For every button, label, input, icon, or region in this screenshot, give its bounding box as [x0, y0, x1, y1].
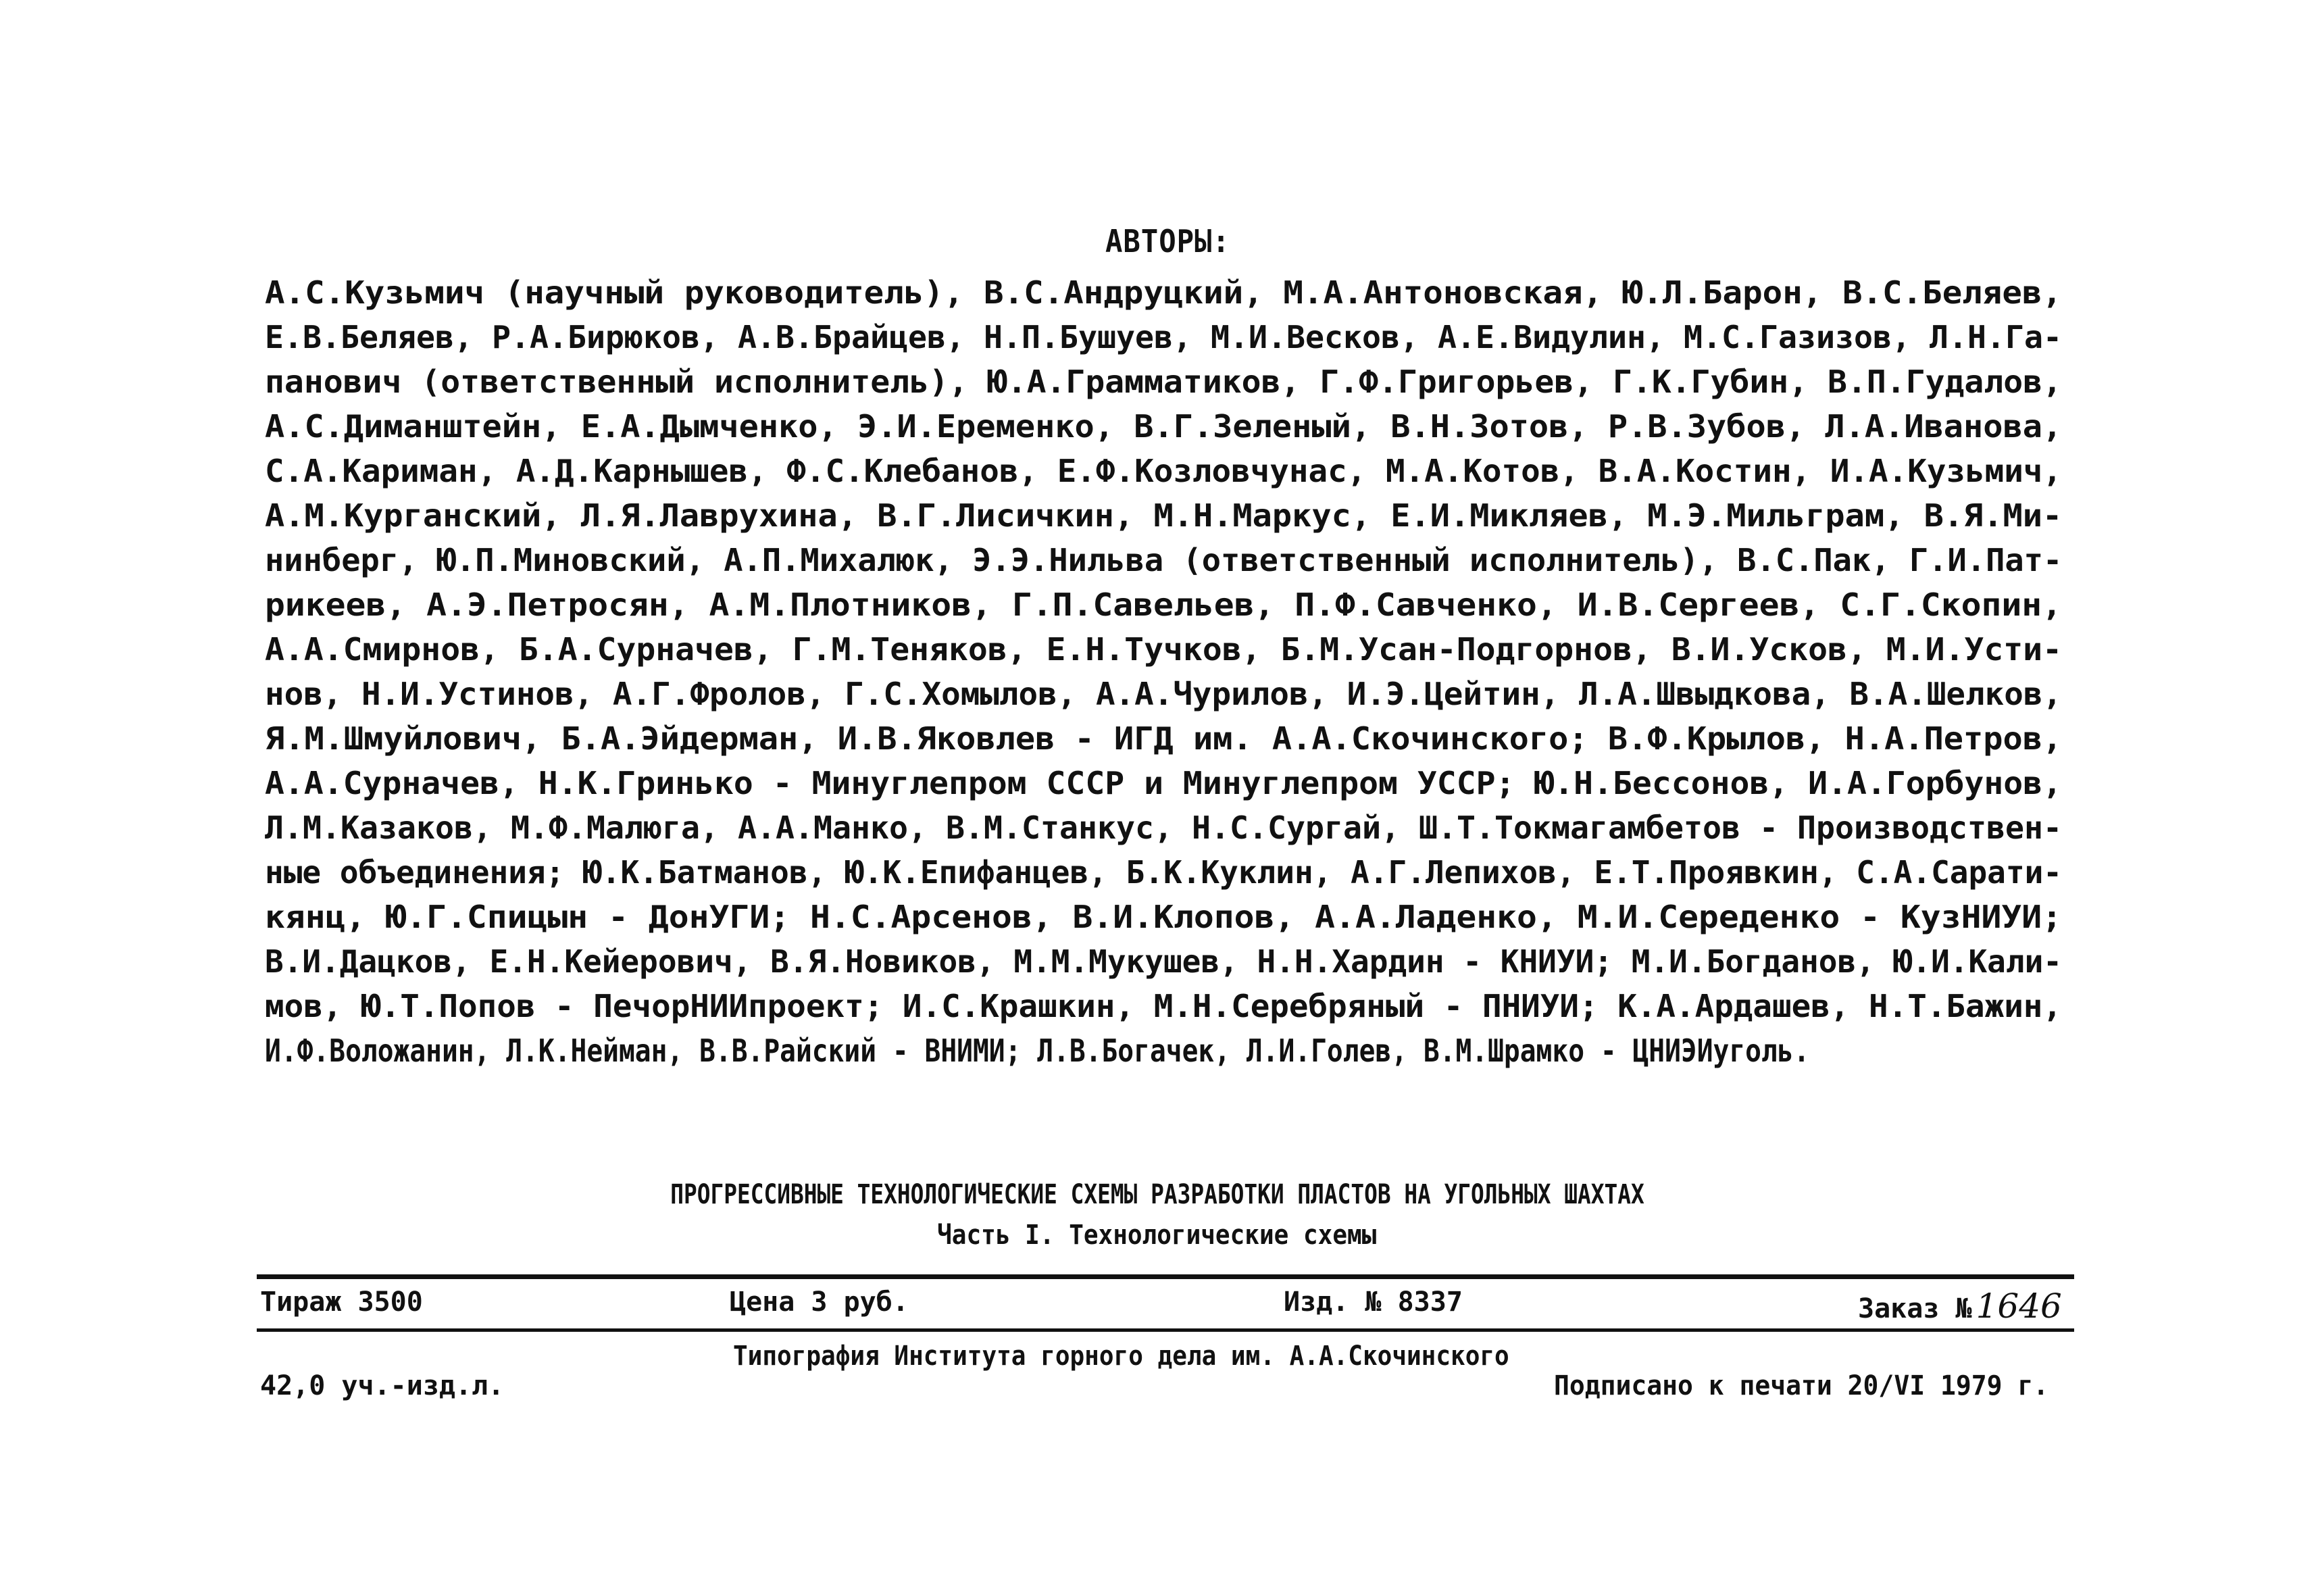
order-number-handwritten: 1646 — [1976, 1287, 2062, 1326]
order — [1858, 1287, 2062, 1326]
authors-line: Я.М.Шмуйлович, Б.А.Эйдерман, И.В.Яковлев - ИГД им. А.А.Скочинского; В.Ф.Крылов, Н.А.Петров, — [265, 720, 2063, 757]
book-title — [0, 1179, 2314, 1210]
imprint-rule-top — [257, 1274, 2074, 1279]
order-label: Заказ № — [1858, 1293, 1972, 1324]
authors-line: И.Ф.Воложанин, Л.К.Нейман, В.В.Райский - ВНИМИ; Л.В.Богачек, Л.И.Голев, В.М.Шрамко - ЦНИЭИуголь. — [265, 1032, 1810, 1069]
authors-line: панович (ответственный исполнитель), Ю.А.Грамматиков, Г.Ф.Григорьев, Г.К.Губин, В.П.Гудалов, — [265, 364, 2062, 400]
authors-heading: АВТОРЫ: — [1105, 223, 1230, 259]
authors-line: С.А.Кариман, А.Д.Карнышев, Ф.С.Клебанов, Е.Ф.Козловчунас, М.А.Котов, В.А.Костин, И.А.Кузьмич, — [265, 453, 2063, 489]
authors-line: рикеев, А.Э.Петросян, А.М.Плотников, Г.П.Савельев, П.Ф.Савченко, И.В.Сергеев, С.Г.Скопин, — [265, 587, 2062, 623]
price: Цена 3 руб. — [730, 1287, 909, 1318]
print-run: Тираж 3500 — [260, 1287, 423, 1318]
authors-line: А.М.Курганский, Л.Я.Лаврухина, В.Г.Лисичкин, М.Н.Маркус, Е.И.Микляев, М.Э.Мильграм, В.Я.Ми- — [265, 497, 2063, 534]
authors-line: нинберг, Ю.П.Миновский, А.П.Михалюк, Э.Э.Нильва (ответственный исполнитель), В.С.Пак, Г.И.Пат- — [265, 542, 2063, 578]
edition-number: Изд. № 8337 — [1284, 1287, 1463, 1318]
book-title-text: ПРОГРЕССИВНЫЕ ТЕХНОЛОГИЧЕСКИЕ СХЕМЫ РАЗРАБОТКИ ПЛАСТОВ НА УГОЛЬНЫХ ШАХТАХ — [670, 1179, 1644, 1210]
authors-line: А.А.Смирнов, Б.А.Сурначев, Г.М.Теняков, Е.Н.Тучков, Б.М.Усан-Подгорнов, В.И.Усков, М.И.Усти- — [265, 631, 2062, 668]
authors-line: А.А.Сурначев, Н.К.Гринько - Минуглепром СССР и Минуглепром УССР; Ю.Н.Бессонов, И.А.Горбунов, — [265, 765, 2062, 801]
authors-line: В.И.Дацков, Е.Н.Кейерович, В.Я.Новиков, М.М.Мукушев, Н.Н.Хардин - КНИУИ; М.И.Богданов, Ю.И.Кали- — [265, 943, 2062, 980]
book-subtitle — [0, 1220, 2314, 1251]
printer-name: Типография Института горного дела им. А.А.Скочинского — [733, 1341, 1509, 1372]
authors-line: ные объединения; Ю.К.Батманов, Ю.К.Епифанцев, Б.К.Куклин, А.Г.Лепихов, Е.Т.Проявкин, С.А.Сарати- — [265, 854, 2062, 891]
authors-line: кянц, Ю.Г.Спицын - ДонУГИ; Н.С.Арсенов, В.И.Клопов, А.А.Ладенко, М.И.Середенко - КузНИУИ; — [265, 899, 2062, 935]
authors-line: Л.М.Казаков, М.Ф.Малюга, А.А.Манко, В.М.Станкус, Н.С.Сургай, Ш.Т.Токмагамбетов - Производствен- — [265, 809, 2062, 846]
signed-for-print: Подписано к печати 20/VI 1979 г. — [1554, 1370, 2049, 1401]
authors-line: мов, Ю.Т.Попов - ПечорНИИпроект; И.С.Крашкин, М.Н.Серебряный - ПНИУИ; К.А.Ардашев, Н.Т.Бажин, — [265, 988, 2063, 1024]
authors-line: Е.В.Беляев, Р.А.Бирюков, А.В.Брайцев, Н.П.Бушуев, М.И.Весков, А.Е.Видулин, М.С.Газизов, Л.Н.Га- — [265, 319, 2062, 355]
publisher-sheets: 42,0 уч.-изд.л. — [260, 1370, 505, 1401]
imprint-rule-bottom — [257, 1328, 2074, 1332]
authors-line: нов, Н.И.Устинов, А.Г.Фролов, Г.С.Хомылов, А.А.Чурилов, И.Э.Цейтин, Л.А.Швыдкова, В.А.Шелков, — [265, 676, 2063, 712]
authors-line: А.С.Диманштейн, Е.А.Дымченко, Э.И.Еременко, В.Г.Зеленый, В.Н.Зотов, Р.В.Зубов, Л.А.Иванова, — [265, 408, 2063, 445]
authors-line: А.С.Кузьмич (научный руководитель), В.С.Андруцкий, М.А.Антоновская, Ю.Л.Барон, В.С.Беляев, — [265, 274, 2062, 311]
book-subtitle-text: Часть I. Технологические схемы — [937, 1220, 1377, 1251]
authors-list — [265, 270, 2062, 1073]
